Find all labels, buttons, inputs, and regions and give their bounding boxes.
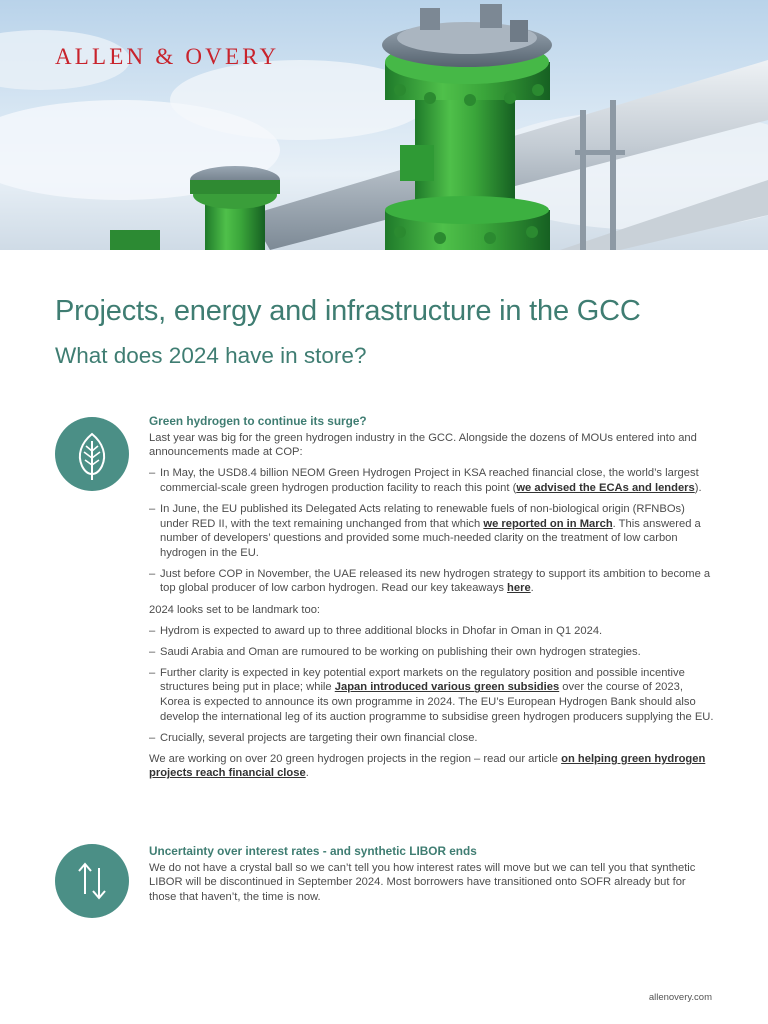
bullet-list xyxy=(149,466,714,596)
section-body: We do not have a crystal ball so we can’t tell you how interest rates will move but we can tell you that synthetic LIBOR will be discontinued in September 2024. Most borrowers have transitioned onto SOFR already but for those that haven’t, the time is now. xyxy=(149,861,696,903)
section-middle-text: 2024 looks set to be landmark too: xyxy=(149,603,321,616)
hero-banner xyxy=(0,0,768,250)
link-ecas-lenders[interactable]: we advised the ECAs and lenders xyxy=(516,481,695,494)
list-item: – Further clarity is expected in key potential export markets on the regulatory position and possible incentive structures being put in place; while Japan introduced various green subsidies over the course of 2023, Korea is expected to announce its own programme in 2024. The EU’s European Hydrogen Bank should also develop the international leg of its auction programme to subsidise green hydrogen producers supplying the EU. xyxy=(149,666,714,723)
page-title: Projects, energy and infrastructure in the GCC xyxy=(55,295,641,327)
list-item: – Hydrom is expected to award up to three additional blocks in Dhofar in Oman in Q1 2024. xyxy=(149,624,603,637)
link-financial-close-article[interactable]: on helping green hydrogen projects reach financial close xyxy=(149,752,706,780)
section-heading: Uncertainty over interest rates - and synthetic LIBOR ends xyxy=(149,844,477,858)
section-heading: Green hydrogen to continue its surge? xyxy=(149,414,367,428)
section-intro: Last year was big for the green hydrogen industry in the GCC. Alongside the dozens of MOUs entered into and announcements made at COP: xyxy=(149,431,697,459)
list-item: – Saudi Arabia and Oman are rumoured to be working on publishing their own hydrogen strategies. xyxy=(149,645,641,658)
list-item: – Crucially, several projects are targeting their own financial close. xyxy=(149,731,478,744)
link-here[interactable]: here xyxy=(507,582,531,595)
list-item: – In May, the USD8.4 billion NEOM Green Hydrogen Project in KSA reached financial close, the world’s largest commercial-scale green hydrogen production facility to reach this point (we advised the ECAs and lenders). xyxy=(149,467,702,494)
bullet-list xyxy=(149,624,714,746)
list-item: – In June, the EU published its Delegated Acts relating to renewable fuels of non-biological origin (RFNBOs) under RED II, with the text remaining unchanged from that which we reported on in March. This answered a number of developers’ questions and provided some much-needed clarity on the treatment of low carbon hydrogen in the EU. xyxy=(149,502,701,559)
page-subtitle: What does 2024 have in store? xyxy=(55,343,367,368)
section-green-hydrogen xyxy=(149,414,714,787)
section-closing: We are working on over 20 green hydrogen projects in the region – read our article on helping green hydrogen projects reach financial close. xyxy=(149,752,706,780)
section-interest-rates xyxy=(149,844,714,911)
pipeline-illustration xyxy=(0,0,768,250)
list-item: – Just before COP in November, the UAE released its new hydrogen strategy to support its ambition to become a top global producer of low carbon hydrogen. Read our key takeaways here. xyxy=(149,567,711,595)
link-reported-march[interactable]: we reported on in March xyxy=(483,517,613,530)
leaf-icon xyxy=(55,417,129,491)
allen-overy-logo: ALLEN & OVERY xyxy=(55,44,280,69)
link-japan-subsidies[interactable]: Japan introduced various green subsidies xyxy=(334,681,560,694)
up-down-arrows-icon xyxy=(55,844,129,918)
footer-url[interactable]: allenovery.com xyxy=(648,992,712,1003)
